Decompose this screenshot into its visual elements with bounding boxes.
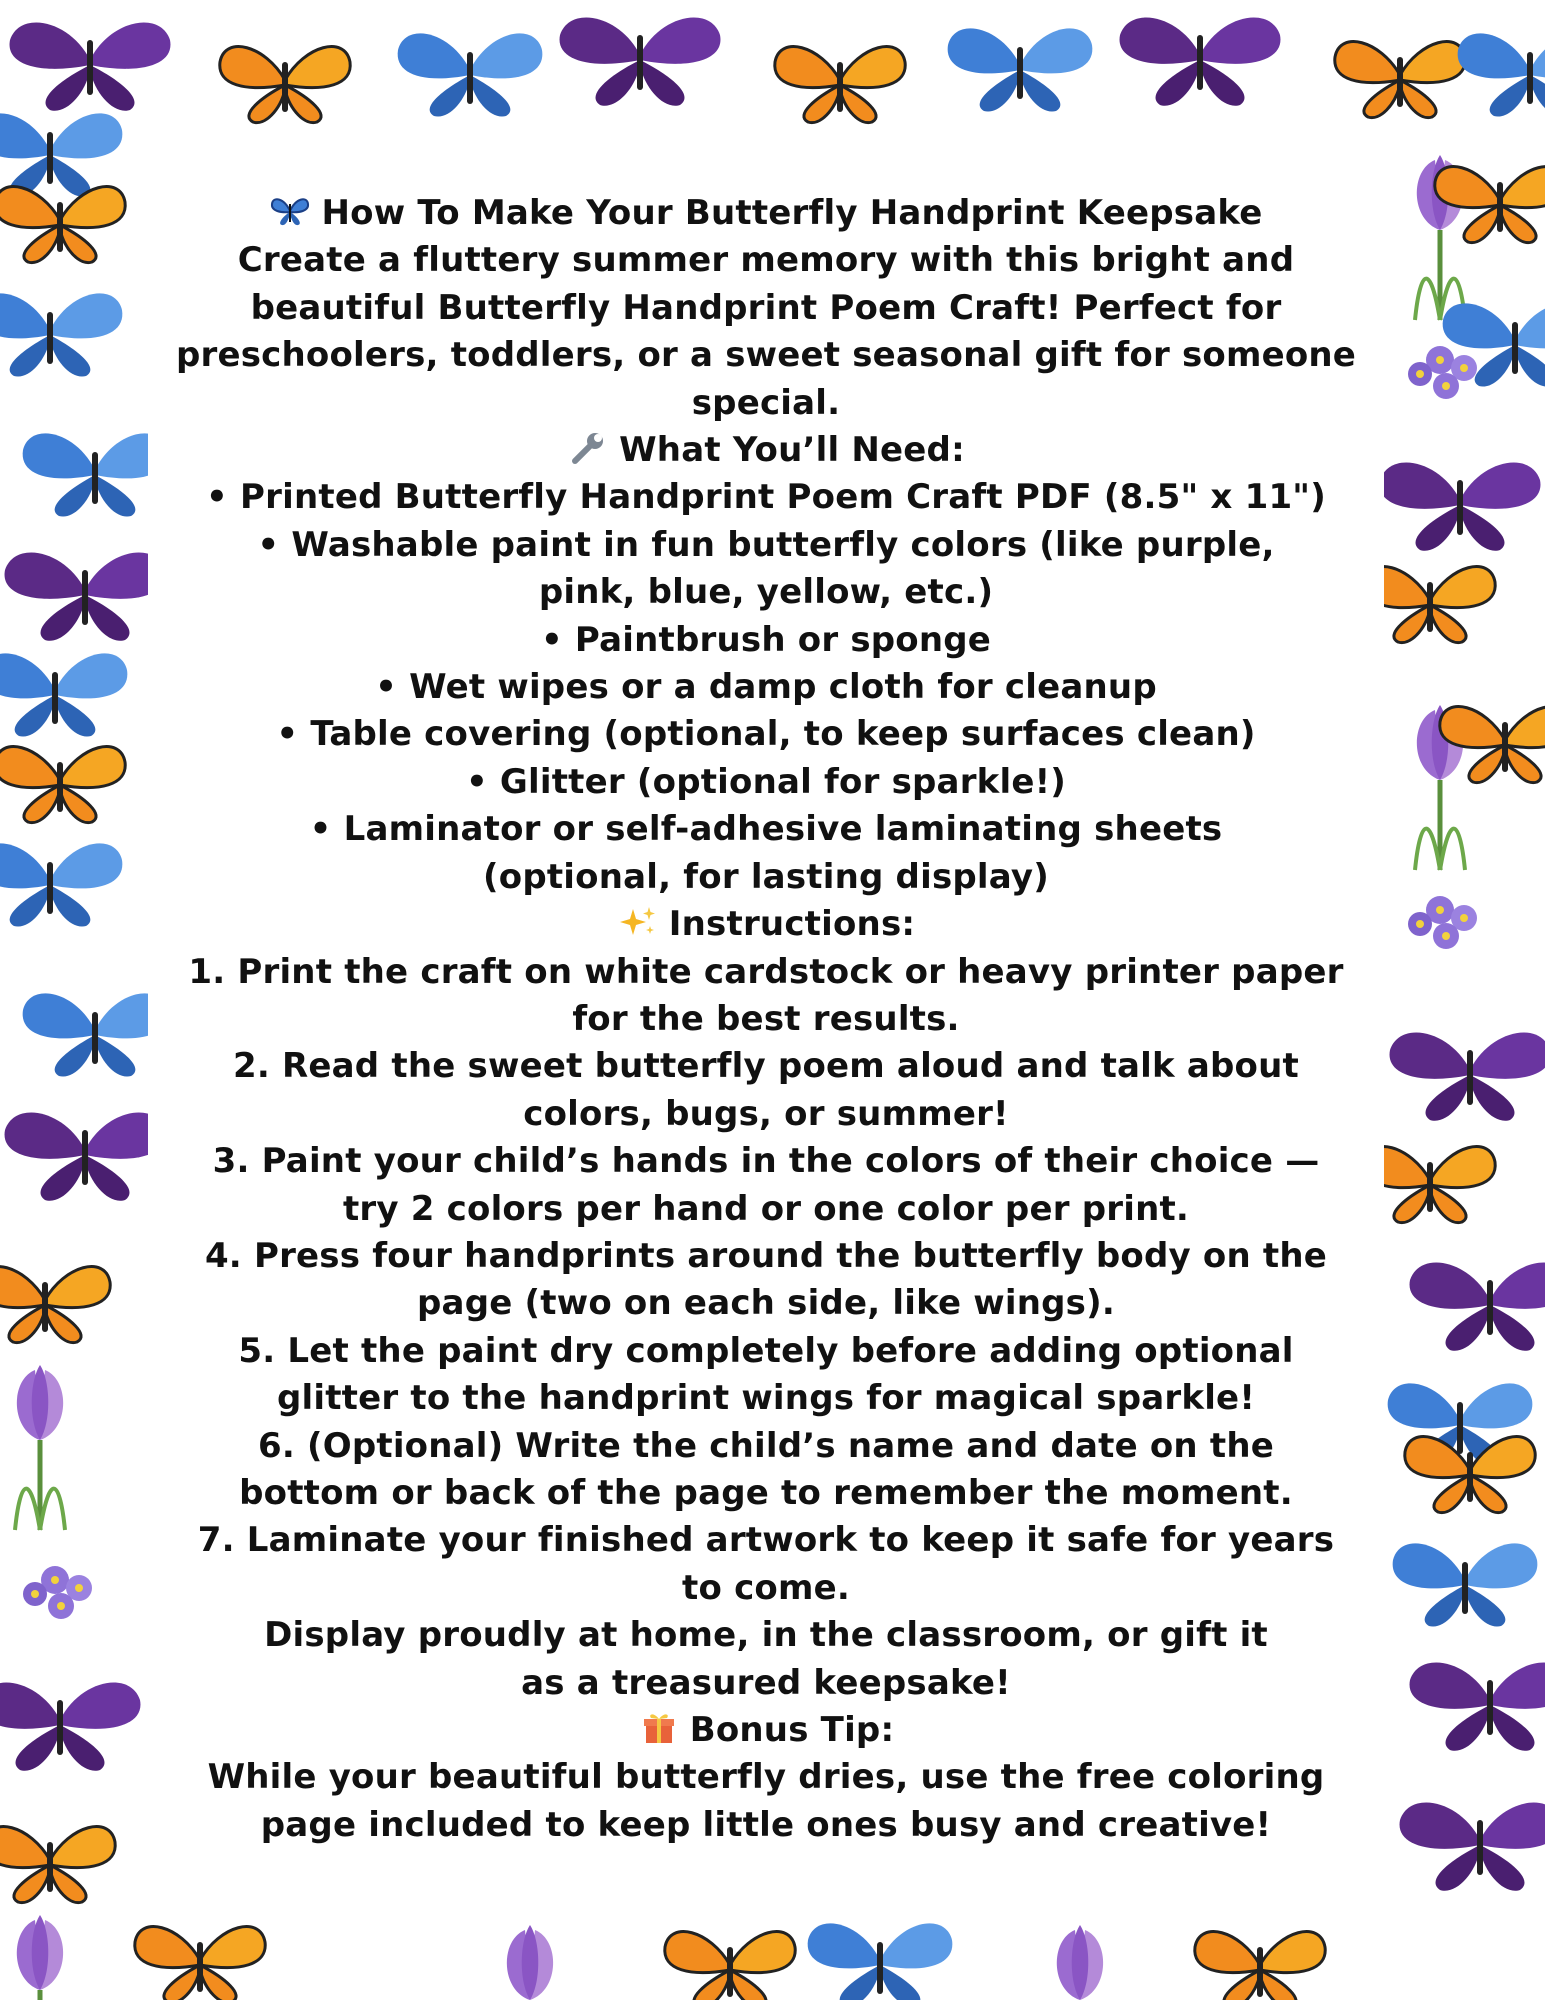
instruction-step: 2. Read the sweet butterfly poem aloud and talk about colors, bugs, or summer! xyxy=(233,1046,1299,1134)
instruction-step: 1. Print the craft on white cardstock or heavy printer paper for the best results. xyxy=(188,951,1344,1039)
instructions-document xyxy=(148,190,1384,1849)
needs-item: • Laminator or self-adhesive laminating sheets (optional, for lasting display) xyxy=(309,809,1223,897)
instructions-heading: Instructions: xyxy=(668,904,916,945)
instruction-step: 6. (Optional) Write the child’s name and date on the bottom or back of the page to remember the moment. xyxy=(239,1425,1293,1513)
bonus-text: While your beautiful butterfly dries, use the free coloring page included to keep little ones busy and creative! xyxy=(207,1757,1325,1845)
needs-item: • Table covering (optional, to keep surfaces clean) xyxy=(276,714,1256,755)
instruction-step: 7. Laminate your finished artwork to keep it safe for years to come. xyxy=(197,1520,1335,1608)
intro-text: Create a fluttery summer memory with this bright and beautiful Butterfly Handprint Poem Craft! Perfect for preschoolers, toddlers, or a sweet seasonal gift for someone special. xyxy=(175,240,1357,423)
sparkles-icon xyxy=(617,905,659,939)
instructions-list xyxy=(148,949,1384,1613)
needs-item: • Paintbrush or sponge xyxy=(540,619,992,660)
instruction-step: 5. Let the paint dry completely before adding optional glitter to the handprint wings for magical sparkle! xyxy=(238,1330,1294,1419)
needs-list xyxy=(148,474,1384,901)
wrench-icon xyxy=(567,431,609,465)
page-title: How To Make Your Butterfly Handprint Keepsake xyxy=(321,193,1263,233)
needs-heading: What You’ll Need: xyxy=(619,430,965,471)
needs-item: • Washable paint in fun butterfly colors (like purple, pink, blue, yellow, etc.) xyxy=(257,524,1275,613)
needs-heading-line xyxy=(148,427,1384,474)
bonus-heading-line xyxy=(148,1707,1384,1754)
instruction-step: 3. Paint your child’s hands in the colors of their choice — try 2 colors per hand or one color per print. xyxy=(212,1141,1320,1229)
needs-item: • Printed Butterfly Handprint Poem Craft PDF (8.5" x 11") xyxy=(206,477,1326,518)
needs-item: • Glitter (optional for sparkle!) xyxy=(465,761,1067,802)
closing-text: Display proudly at home, in the classroom, or gift it as a treasured keepsake! xyxy=(264,1615,1268,1703)
butterfly-icon xyxy=(269,194,311,228)
instructions-heading-line xyxy=(148,901,1384,948)
page-title-line xyxy=(148,190,1384,237)
bonus-heading: Bonus Tip: xyxy=(689,1710,895,1750)
gift-icon xyxy=(638,1711,680,1745)
instruction-step: 4. Press four handprints around the butterfly body on the page (two on each side, like wings). xyxy=(204,1235,1328,1324)
needs-item: • Wet wipes or a damp cloth for cleanup xyxy=(375,667,1157,708)
